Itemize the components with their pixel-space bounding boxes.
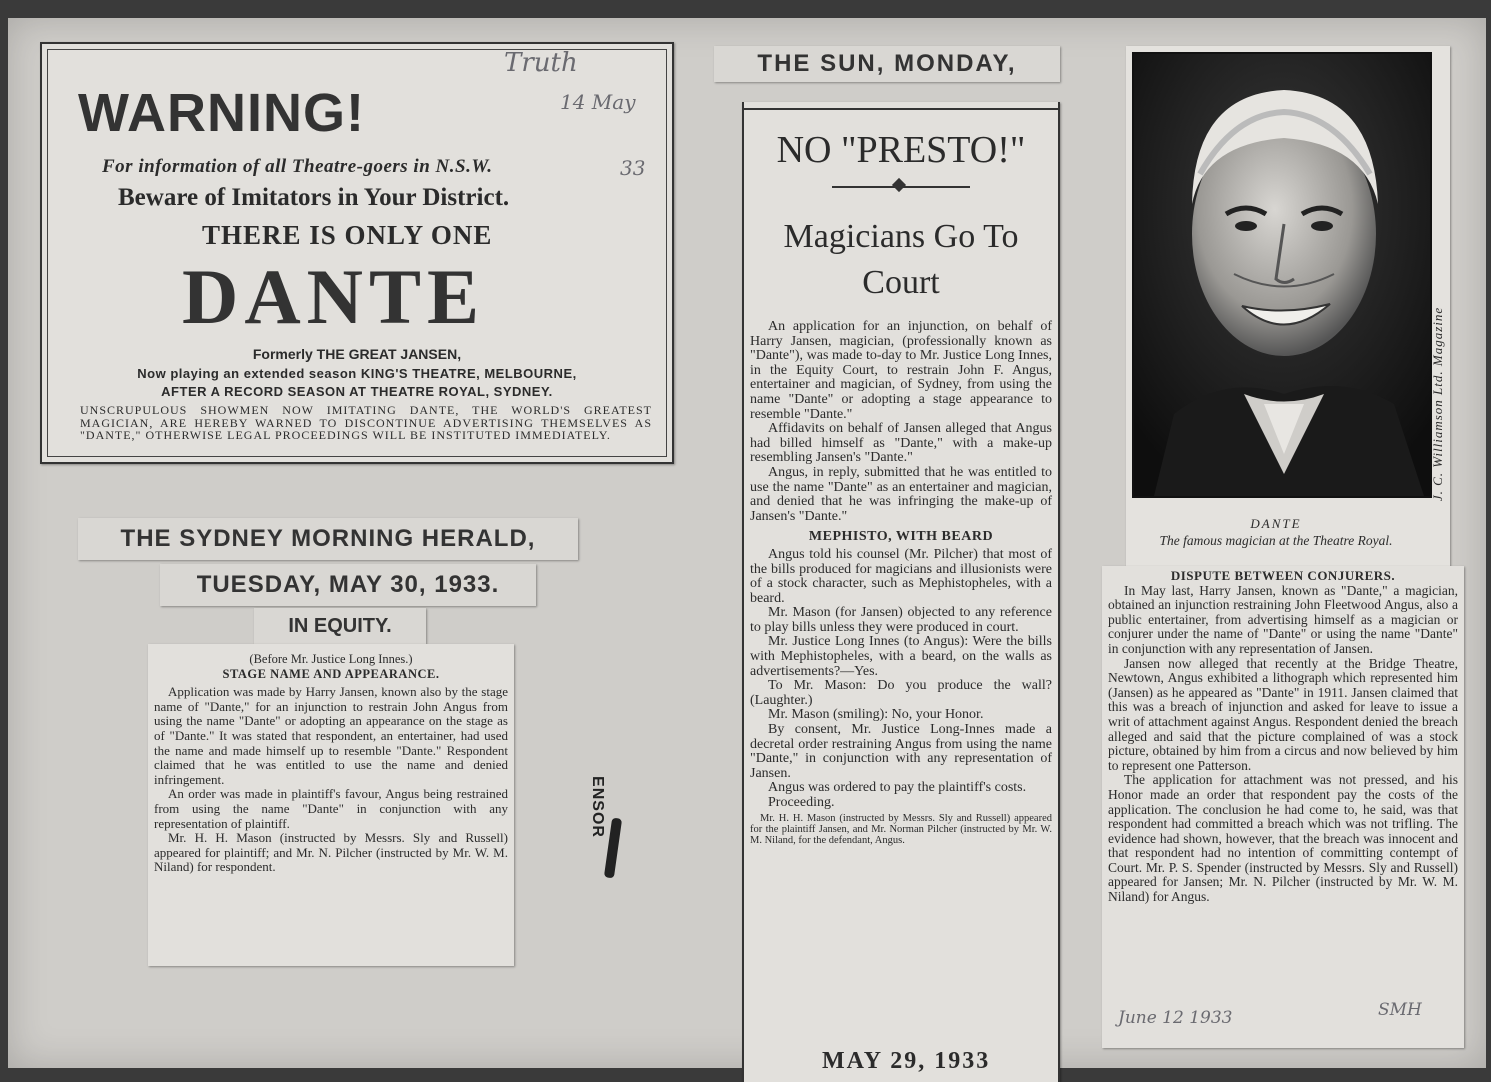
dispute-paragraph: In May last, Harry Jansen, known as "Dante," a magician, obtained an injunction restraining John Fleetwood Angus, also a public entertainer, from advertising himself as a magician or conjurer under the name of "Dante" or using the name "Dante" in conjunction with any representation of Jansen. — [1108, 582, 1458, 656]
sun-masthead: THE SUN, MONDAY, — [714, 46, 1060, 82]
presto-title: NO "PRESTO!" — [776, 129, 1026, 171]
dispute-paragraph: The application for attachment was not pressed, and his Honor made an order that respondent pay the costs of the application. The conclusion he had come to, he said, was that respondent had committed a breach which was not trifling. The evidence had shown, however, that the breach was innocent and that respondent had no intention of committing contempt of Court. Mr. P. S. Spender (instructed by Messrs. Sly and Russell) appeared for Jansen; Mr. N. Pilcher (instructed by Mr. W. M. Niland) for Angus. — [1108, 772, 1458, 905]
ensor-stamp — [588, 758, 636, 888]
warning-after-season: AFTER A RECORD SEASON AT THEATRE ROYAL, SYDNEY. — [161, 384, 553, 399]
dispute-paragraph: Jansen now alleged that recently at the Bridge Theatre, Newtown, Angus exhibited a lithograph which represented him (Jansen) as he appeared as "Dante" in 1911. Jansen claimed that this was a breach of injunction and asked for leave to issue a writ of attachment against Angus. Respondent denied the breach alleged and said that the picture complained of was a stock picture, obtained by him from a circus and now believed by him to represent one Patterson. — [1108, 655, 1458, 773]
dispute-article — [1102, 566, 1464, 1048]
caption-description: The famous magician at the Theatre Royal. — [1159, 533, 1393, 548]
equity-paragraph: Mr. H. H. Mason (instructed by Messrs. Sly and Russell) appeared for plaintiff; and Mr. N. Pilcher (instructed by Mr. W. M. Niland) for respondent. — [154, 830, 508, 875]
warning-title: WARNING! — [78, 83, 365, 143]
equity-before: (Before Mr. Justice Long Innes.) — [249, 652, 413, 666]
presto-paragraph: Angus, in reply, submitted that he was entitled to use the name "Dante" as an entertainer and magician, and denied that he was infringing the make-up of Jansen's "Dante." — [750, 464, 1052, 524]
handwritten-year: 33 — [620, 156, 646, 180]
presto-article — [742, 102, 1060, 1082]
portrait-illustration — [1134, 54, 1430, 496]
dispute-heading: DISPUTE BETWEEN CONJURERS. — [1170, 568, 1396, 583]
equity-paragraph: Application was made by Harry Jansen, known also by the stage name of "Dante," for an injunction to restrain John Angus from using the name "Dante" or adopting an appearance on the stage as of "Dante." It was stated that respondent, an entertainer, had used the name and made himself up to resemble "Dante." Respondent claimed that he was entitled to use the name and denied infringement. — [154, 684, 508, 787]
presto-paragraph: Angus told his counsel (Mr. Pilcher) that most of the bills produced for magicians and illusionists were of a stock character, such as Mephistopheles, with a beard. — [750, 546, 1052, 606]
photo-credit — [1428, 266, 1448, 546]
warning-dante-name: DANTE — [182, 253, 486, 340]
presto-paragraph: An application for an injunction, on behalf of Harry Jansen, magician, (professionally known as "Dante"), was made to-day to Mr. Justice Long Innes, in the Equity Court, to restrain John F. Angus, entertainer and magician, of Sydney, from using the name "Dante" or adopting a stage appearance to resemble "Dante." — [750, 319, 1052, 422]
photo-credit-text: J. C. Williamson Ltd. Magazine — [1430, 306, 1445, 502]
dante-portrait-photo — [1132, 52, 1432, 498]
warning-subtitle: For information of all Theatre-goers in N.S.W. — [102, 156, 493, 177]
presto-small-print: Mr. H. H. Mason (instructed by Messrs. Sly and Russell) appeared for the plaintiff Jansen, and Mr. Norman Pilcher (instructed by Mr. W. M. Niland, for the defendant, Angus. — [750, 812, 1052, 846]
warning-body: UNSCRUPULOUS SHOWMEN NOW IMITATING DANTE, THE WORLD'S GREATEST MAGICIAN, ARE HEREBY WARNED TO DISCONTINUE ADVERTISING THEMSELVES AS "DANTE," OTHERWISE LEGAL PROCEEDINGS WILL BE INSTITUTED IMMEDIATELY. — [80, 403, 652, 442]
equity-heading: STAGE NAME AND APPEARANCE. — [222, 666, 440, 681]
presto-paragraph: Proceeding. — [768, 795, 835, 810]
diamond-ornament — [892, 178, 906, 192]
presto-paragraph: Angus was ordered to pay the plaintiff's costs. — [768, 780, 1027, 796]
presto-paragraph: Mr. Mason (for Jansen) objected to any reference to play bills unless they were produced in court. — [750, 605, 1052, 635]
column-rule-top — [742, 108, 1060, 110]
handwritten-initials: SMH — [1378, 1000, 1422, 1020]
smh-masthead: THE SYDNEY MORNING HERALD, — [78, 518, 578, 560]
presto-paragraph: Mr. Mason (smiling): No, your Honor. — [768, 707, 984, 723]
presto-paragraph: To Mr. Mason: Do you produce the wall? (Laughter.) — [750, 678, 1052, 708]
warning-formerly: Formerly THE GREAT JANSEN, — [252, 346, 462, 362]
dante-portrait-clipping — [1126, 46, 1450, 568]
ensor-stamp-text: ENSOR — [588, 776, 606, 838]
warning-now-playing: Now playing an extended season KING'S THEATRE, MELBOURNE, — [137, 366, 577, 381]
presto-body — [750, 320, 1052, 846]
equity-article — [148, 644, 514, 966]
column-rule-left — [742, 102, 744, 1082]
column-rule-right — [1058, 102, 1060, 1082]
presto-subhead: MEPHISTO, WITH BEARD — [808, 529, 994, 545]
presto-paragraph: By consent, Mr. Justice Long-Innes made a decretal order restraining Angus from using the name "Dante," in conjunction with any representation of Jansen. — [750, 722, 1052, 781]
presto-headline: Magicians Go To Court — [783, 218, 1019, 301]
scrapbook-page — [8, 18, 1486, 1074]
presto-paragraph: Affidavits on behalf of Jansen alleged that Angus had billed himself as "Dante," with a make-up resembling Jansen's "Dante." — [750, 421, 1052, 466]
equity-paragraph: An order was made in plaintiff's favour, Angus being restrained from using the name "Dante" in conjunction with any representation of plaintiff. — [154, 786, 508, 831]
handwritten-source: Truth — [504, 48, 578, 78]
presto-paragraph: Mr. Justice Long Innes (to Angus): Were the bills with Mephistopheles, with a beard, on the walls as advertisements?—Yes. — [750, 634, 1052, 679]
warning-beware: Beware of Imitators in Your District. — [118, 184, 510, 211]
handwritten-date: 14 May — [560, 90, 636, 114]
handwritten-dispute-date: June 12 1933 — [1118, 1008, 1233, 1028]
ink-mark — [604, 818, 622, 879]
smh-date: TUESDAY, MAY 30, 1933. — [160, 564, 536, 606]
warning-only-one: THERE IS ONLY ONE — [202, 220, 493, 250]
caption-name: DANTE — [1250, 516, 1302, 531]
smh-section: IN EQUITY. — [254, 608, 426, 644]
presto-date: MAY 29, 1933 — [822, 1048, 991, 1074]
